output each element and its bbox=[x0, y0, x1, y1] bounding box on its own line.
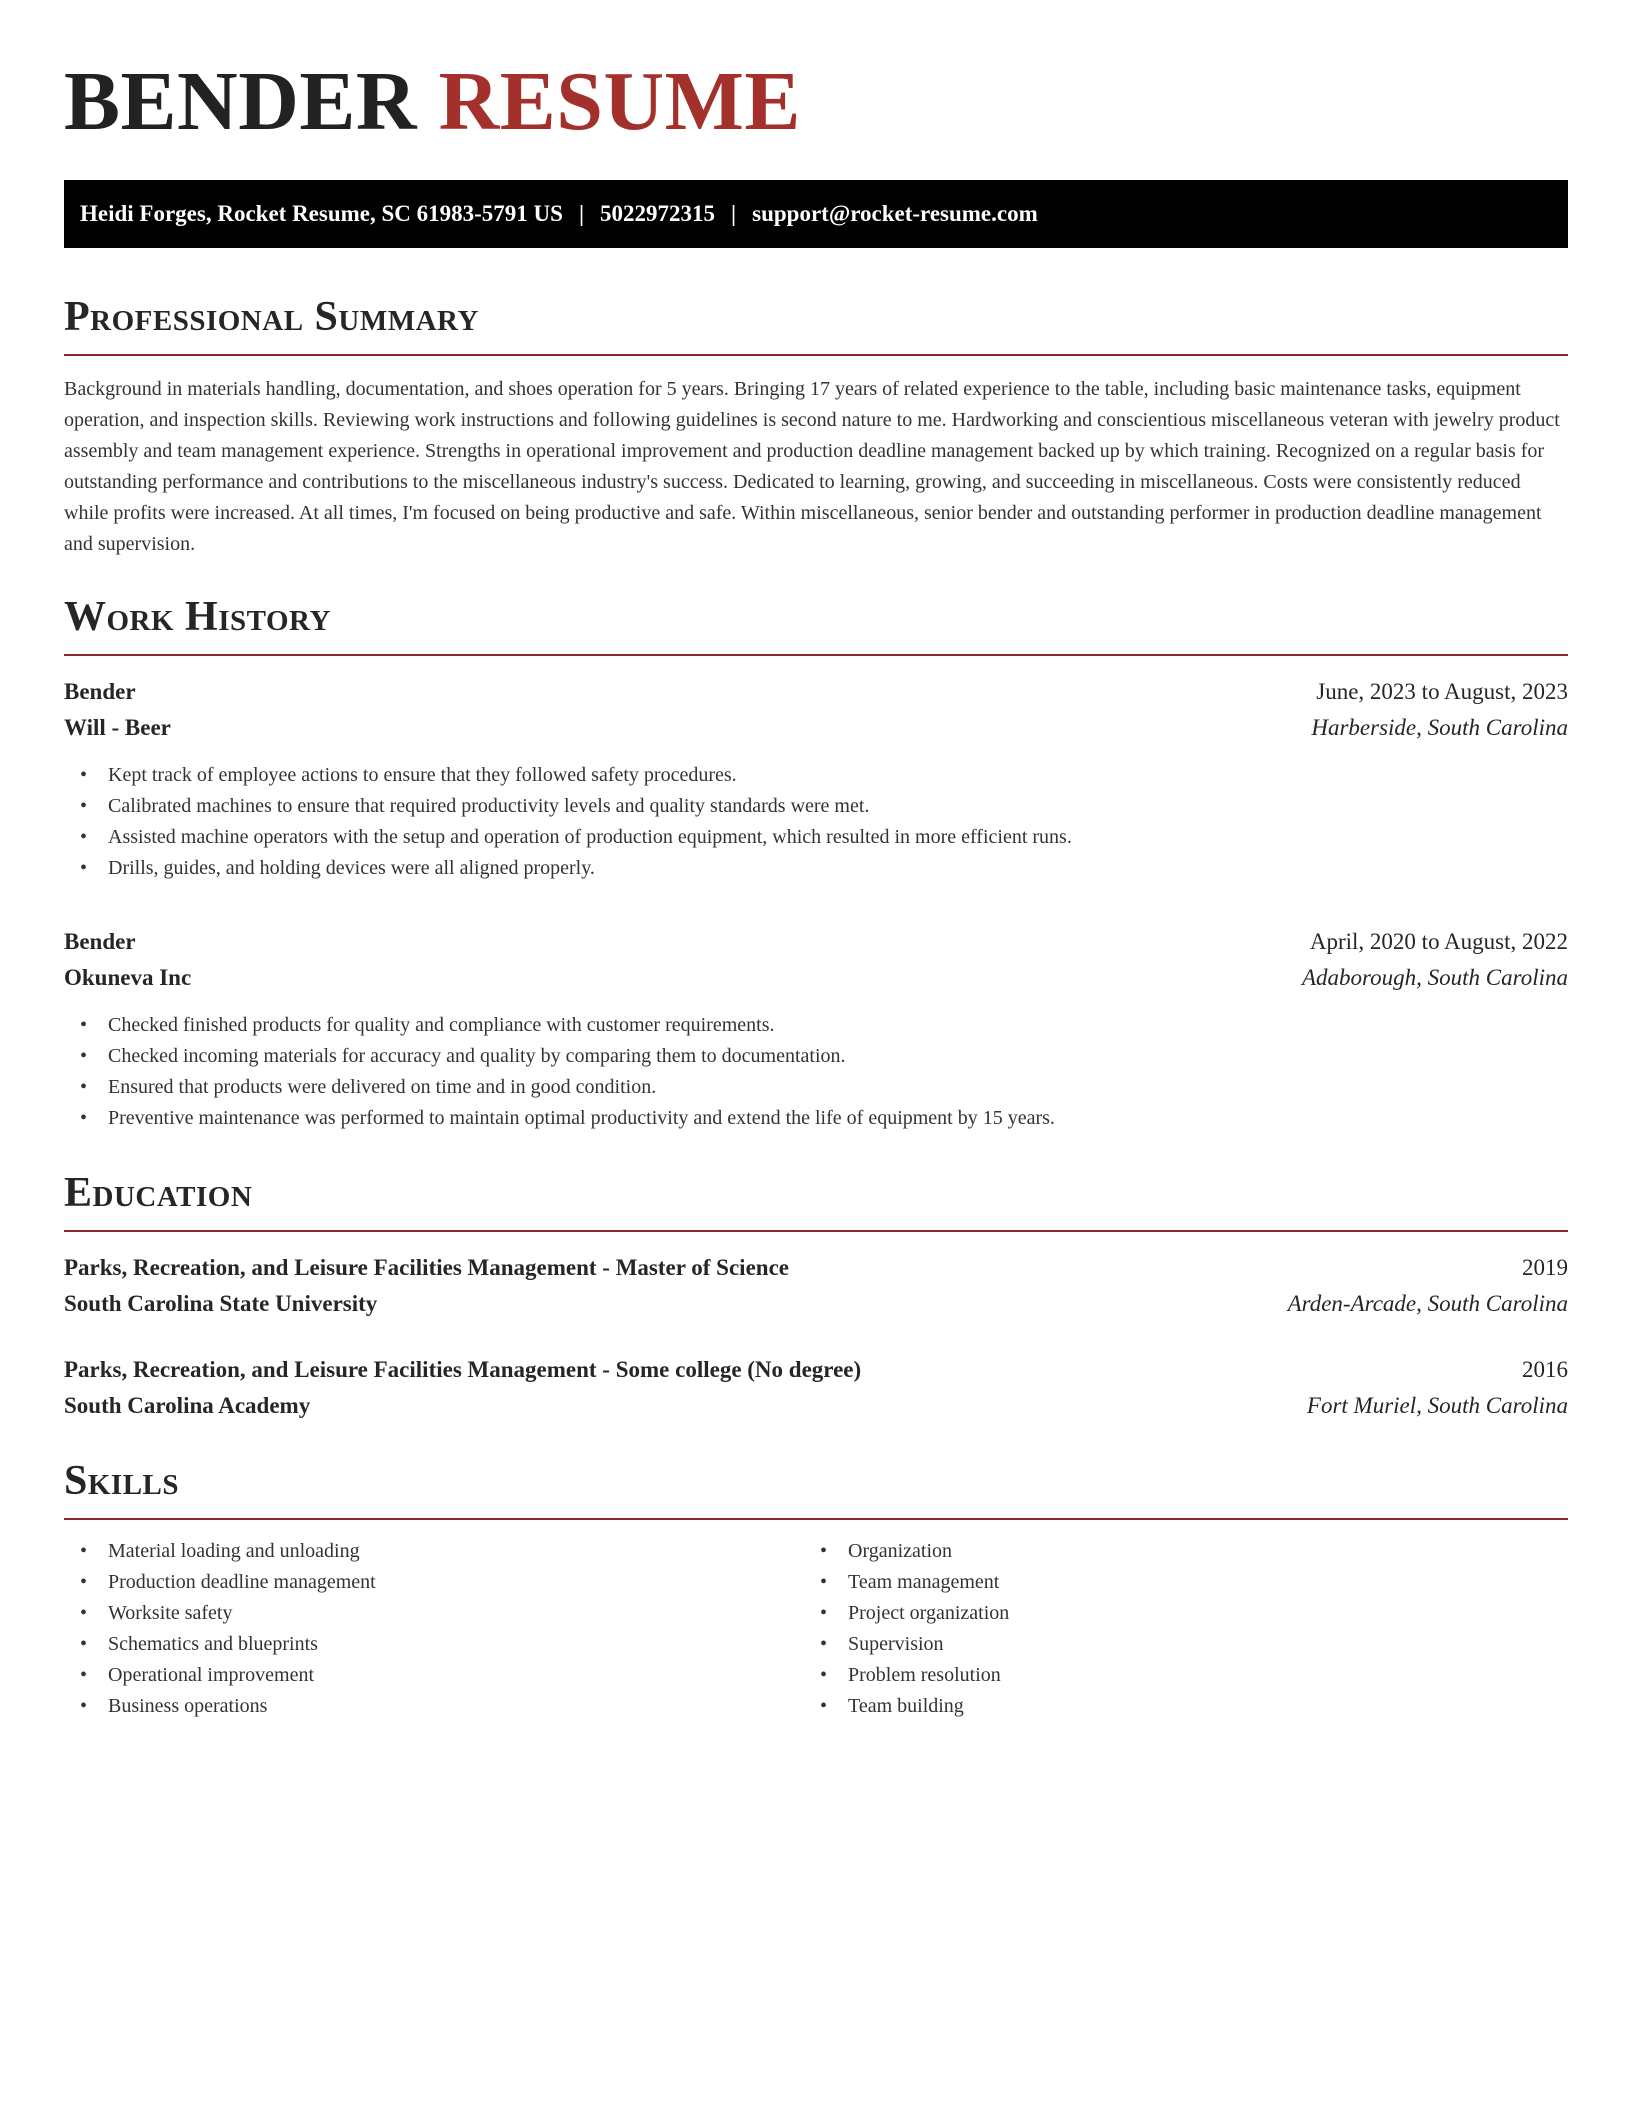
job-location: Harberside, South Carolina bbox=[1311, 715, 1568, 740]
skill-item: • Production deadline management bbox=[64, 1567, 804, 1598]
skill-item: • Schematics and blueprints bbox=[64, 1629, 804, 1660]
skills-list-right bbox=[804, 1536, 1544, 1722]
school-location: Fort Muriel, South Carolina bbox=[1306, 1393, 1568, 1418]
summary-heading: Professional Summary bbox=[64, 296, 1568, 356]
job-location: Adaborough, South Carolina bbox=[1301, 965, 1568, 990]
skill-item: • Problem resolution bbox=[804, 1660, 1544, 1691]
skill-item: • Organization bbox=[804, 1536, 1544, 1567]
list-item: • Assisted machine operators with the setup and operation of production equipment, which resulted in more efficient runs. bbox=[64, 822, 1568, 853]
school-name: South Carolina Academy bbox=[64, 1393, 311, 1418]
job-entry bbox=[64, 674, 1568, 884]
school-name: South Carolina State University bbox=[64, 1291, 378, 1316]
job-title-row bbox=[64, 674, 1568, 710]
contact-separator: | bbox=[731, 201, 737, 226]
list-item: • Checked finished products for quality and compliance with customer requirements. bbox=[64, 1010, 1568, 1041]
contact-address: Heidi Forges, Rocket Resume, SC 61983-5791 US bbox=[80, 201, 563, 226]
job-company-row bbox=[64, 710, 1568, 746]
graduation-year: 2019 bbox=[1522, 1255, 1568, 1280]
summary-section bbox=[64, 296, 1568, 560]
contact-phone[interactable]: 5022972315 bbox=[600, 201, 716, 226]
education-entry bbox=[64, 1250, 1568, 1322]
skills-section bbox=[64, 1460, 1568, 1722]
job-duties-list bbox=[64, 1010, 1568, 1134]
job-title: Bender bbox=[64, 679, 136, 704]
skill-item: • Worksite safety bbox=[64, 1598, 804, 1629]
work-history-heading: Work History bbox=[64, 596, 1568, 656]
school-location: Arden-Arcade, South Carolina bbox=[1287, 1291, 1568, 1316]
contact-separator: | bbox=[578, 201, 585, 226]
work-history-section bbox=[64, 596, 1568, 1134]
skills-grid bbox=[64, 1536, 1568, 1722]
degree: Parks, Recreation, and Leisure Facilities Management - Master of Science bbox=[64, 1255, 789, 1280]
job-company-row bbox=[64, 960, 1568, 996]
degree-row bbox=[64, 1352, 1568, 1388]
skill-item: • Project organization bbox=[804, 1598, 1544, 1629]
job-title: Bender bbox=[64, 929, 136, 954]
skill-item: • Team building bbox=[804, 1691, 1544, 1722]
job-dates: June, 2023 to August, 2023 bbox=[1316, 679, 1568, 704]
skill-item: • Team management bbox=[804, 1567, 1544, 1598]
skills-heading: Skills bbox=[64, 1460, 1568, 1520]
education-heading: Education bbox=[64, 1172, 1568, 1232]
graduation-year: 2016 bbox=[1522, 1357, 1568, 1382]
list-item: • Ensured that products were delivered on time and in good condition. bbox=[64, 1072, 1568, 1103]
summary-text: Background in materials handling, documentation, and shoes operation for 5 years. Bringing 17 years of related experience to the table, including basic maintenance tasks, equipment operation, and inspection skills. Reviewing work instructions and following guidelines is second nature to me. Hardworking and conscientious miscellaneous veteran with jewelry product assembly and team management experience. Strengths in operational improvement and production deadline management backed up by which training. Recognized on a regular basis for outstanding performance and contributions to the miscellaneous industry's success. Dedicated to learning, growing, and succeeding in miscellaneous. Costs were consistently reduced while profits were increased. At all times, I'm focused on being productive and safe. Within miscellaneous, senior bender and outstanding performer in production deadline management and supervision. bbox=[64, 378, 1560, 555]
contact-bar bbox=[64, 180, 1568, 248]
title-primary: BENDER bbox=[64, 55, 418, 148]
degree-row bbox=[64, 1250, 1568, 1286]
job-dates: April, 2020 to August, 2022 bbox=[1309, 929, 1568, 954]
degree: Parks, Recreation, and Leisure Facilities Management - Some college (No degree) bbox=[64, 1357, 862, 1382]
job-company: Okuneva Inc bbox=[64, 965, 192, 990]
skill-item: • Material loading and unloading bbox=[64, 1536, 804, 1567]
list-item: • Preventive maintenance was performed to maintain optimal productivity and extend the life of equipment by 15 years. bbox=[64, 1103, 1568, 1134]
skill-item: • Operational improvement bbox=[64, 1660, 804, 1691]
skill-item: • Business operations bbox=[64, 1691, 804, 1722]
job-title-row bbox=[64, 924, 1568, 960]
education-section bbox=[64, 1172, 1568, 1424]
list-item: • Calibrated machines to ensure that required productivity levels and quality standards were met. bbox=[64, 791, 1568, 822]
job-entry bbox=[64, 924, 1568, 1134]
job-company: Will - Beer bbox=[64, 715, 171, 740]
skills-list-left bbox=[64, 1536, 804, 1722]
skill-item: • Supervision bbox=[804, 1629, 1544, 1660]
job-duties-list bbox=[64, 760, 1568, 884]
title-accent: RESUME bbox=[438, 55, 801, 148]
list-item: • Checked incoming materials for accuracy and quality by comparing them to documentation. bbox=[64, 1041, 1568, 1072]
school-row bbox=[64, 1286, 1568, 1322]
school-row bbox=[64, 1388, 1568, 1424]
education-entry bbox=[64, 1352, 1568, 1424]
list-item: • Drills, guides, and holding devices were all aligned properly. bbox=[64, 853, 1568, 884]
resume-title bbox=[64, 55, 1568, 148]
list-item: • Kept track of employee actions to ensure that they followed safety procedures. bbox=[64, 760, 1568, 791]
contact-email[interactable]: support@rocket-resume.com bbox=[752, 201, 1038, 226]
